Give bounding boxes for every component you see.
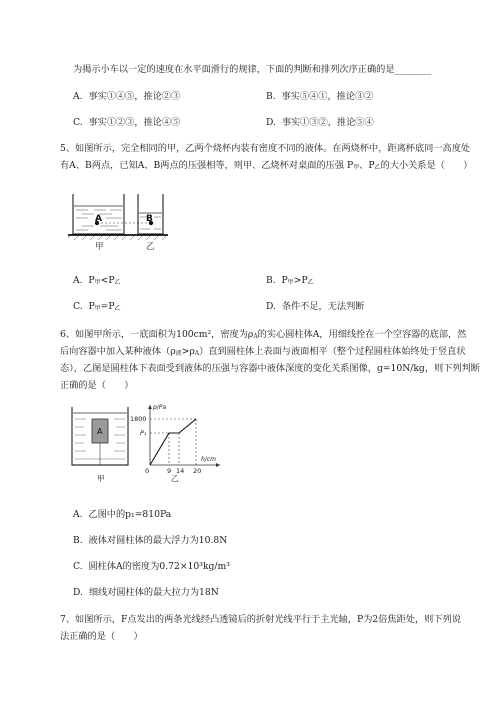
option-text: 事实①②③，推论④⑤	[88, 117, 181, 128]
q5-option-b: B. P甲>P乙	[266, 275, 314, 286]
q4-option-d	[266, 117, 374, 129]
q6-stem-line1: 6、如图甲所示，一底面积为100cm²，密度为ρA的实心圆柱体A，用细线拴在一个空容器的底部，然	[60, 329, 467, 340]
q6-option-a: A. 乙图中的p₁=810Pa	[73, 509, 172, 520]
q6-stem-line2: 后向容器中加入某种液体（ρ液>ρA）直到圆柱体上表面与液面相平（整个过程圆柱体始终处于竖直状	[60, 346, 466, 357]
y-tick-1800: 1800	[130, 415, 147, 423]
q4-option-a	[73, 91, 180, 103]
cylinder-a-label: A	[97, 427, 103, 436]
y-tick-p1: P₁	[140, 429, 147, 437]
option-label: D.	[266, 117, 276, 128]
origin-label: 0	[145, 467, 150, 475]
option-label: B.	[266, 91, 276, 102]
x-tick-9: 9	[167, 467, 172, 475]
q6-option-c: C. 圆柱体A的密度为0.72×10³kg/m³	[73, 561, 230, 572]
x-tick-14: 14	[176, 467, 185, 475]
q4-stem: 为揭示小车以一定的速度在水平面滑行的规律，下面的判断和排列次序正确的是________	[73, 64, 432, 75]
q6-option-d: D. 细线对圆柱体的最大拉力为18N	[73, 587, 219, 598]
x-axis-arrow	[216, 463, 220, 467]
option-text: 事实⑤④①，推论③②	[281, 91, 374, 102]
q6-option-b: B. 液体对圆柱体的最大浮力为10.8N	[73, 535, 228, 546]
option-label: C.	[73, 117, 83, 128]
q4-option-b	[266, 91, 373, 103]
point-a-label: A	[95, 214, 102, 224]
q6-stem-line4: 正确的是（ ）	[60, 380, 134, 391]
q6-stem-line3: 态），乙图是圆柱体下表面受到液体的压强与容器中液体深度的变化关系图像，g=10N/kg，则下列判断	[60, 363, 480, 374]
table-hatch	[68, 236, 166, 240]
q4-option-c	[73, 117, 180, 129]
q5-stem-line1: 5、如图所示，完全相同的甲，乙两个烧杯内装有密度不同的液体。在两烧杯中，距离杯底同一高度处	[60, 143, 471, 154]
caption-yi: 乙	[146, 242, 155, 250]
pressure-depth-curve	[150, 419, 196, 465]
option-text: 事实①③②，推论⑤④	[281, 117, 374, 128]
caption-yi: 乙	[171, 474, 179, 483]
x-tick-20: 20	[193, 467, 202, 475]
q5-option-d: D. 条件不足，无法判断	[266, 301, 365, 312]
point-b-label: B	[146, 214, 153, 224]
caption-jia: 甲	[95, 242, 104, 250]
q5-beakers-figure	[68, 192, 168, 250]
q7-stem-line1: 7、如图所示，F点发出的两条光线经凸透镜后的折射光线平行于主光轴，P为2倍焦距处，则下列说	[60, 614, 461, 625]
y-axis-arrow	[148, 405, 152, 409]
q7-stem-line2: 法正确的是（ ）	[60, 631, 143, 642]
q5-option-c: C. P甲=P乙	[73, 301, 121, 312]
y-axis-label: p/Pa	[153, 404, 167, 411]
q5-stem-line2: 有A、B两点，已知A、B两点的压强相等，则甲、乙烧杯对桌面的压强 P甲、P乙的大小关系是（ ）	[60, 160, 473, 171]
caption-jia: 甲	[97, 474, 105, 483]
q6-figure	[70, 403, 230, 485]
option-label: A.	[73, 91, 83, 102]
x-axis-label: h/cm	[201, 456, 216, 463]
q5-option-a: A. P甲<P乙	[73, 275, 121, 286]
option-text: 事实①④⑤，推论②③	[88, 91, 181, 102]
